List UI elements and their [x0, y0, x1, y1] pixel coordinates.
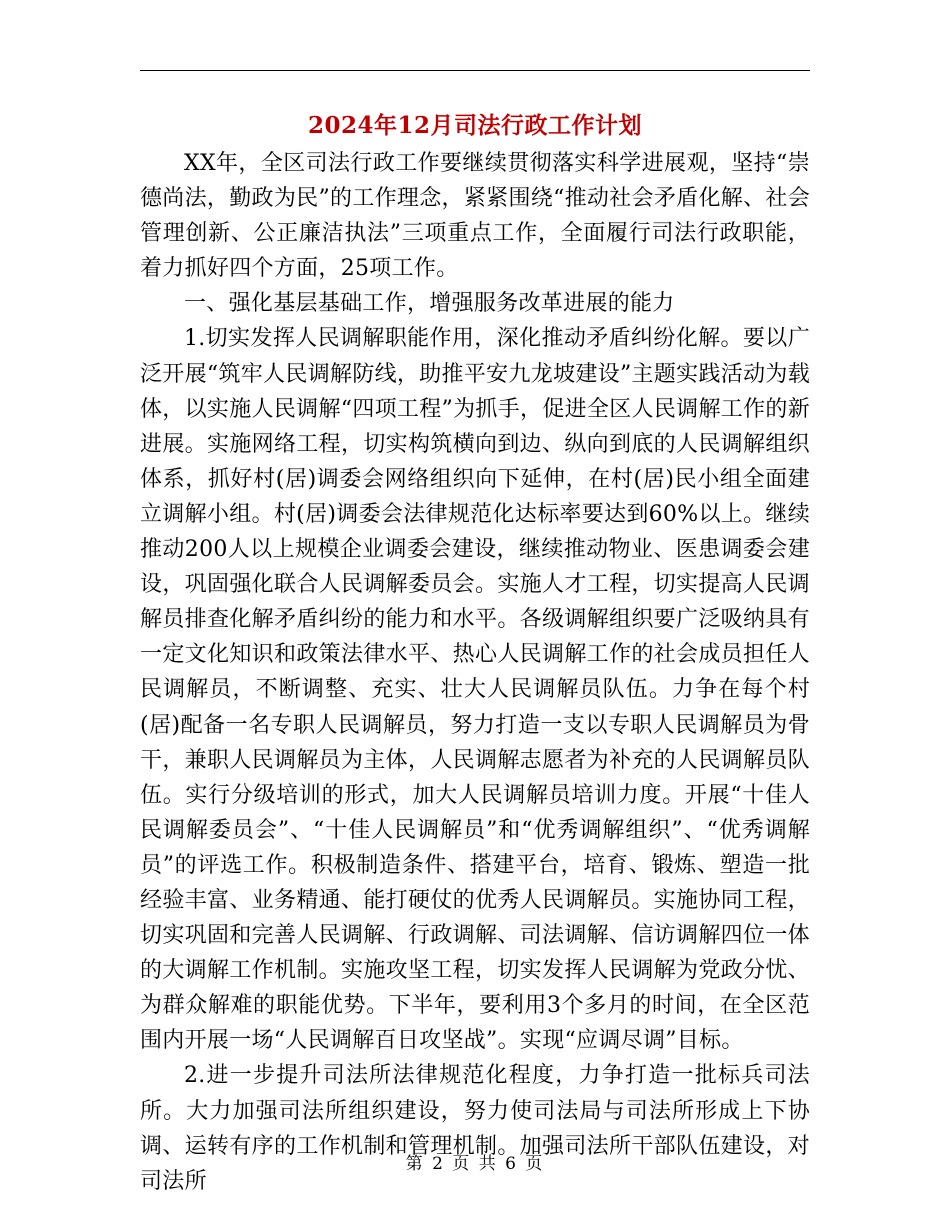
- page-number-footer: 第 2 页 共 6 页: [405, 1154, 545, 1174]
- header-rule: [140, 70, 810, 71]
- document-body: [140, 146, 810, 1199]
- item-1-paragraph: 1.切实发挥人民调解职能作用，深化推动矛盾纠纷化解。要以广泛开展“筑牢人民调解防线，助推平安九龙坡建设”主题实践活动为载体，以实施人民调解“四项工程”为抓手，促进全区人民调解工作的新进展。实施网络工程，切实构筑横向到边、纵向到底的人民调解组织体系，抓好村(居)调委会网络组织向下延伸，在村(居)民小组全面建立调解小组。村(居)调委会法律规范化达标率要达到60%以上。继续推动200人以上规模企业调委会建设，继续推动物业、医患调委会建设，巩固强化联合人民调解委员会。实施人才工程，切实提高人民调解员排查化解矛盾纠纷的能力和水平。各级调解组织要广泛吸纳具有一定文化知识和政策法律水平、热心人民调解工作的社会成员担任人民调解员，不断调整、充实、壮大人民调解员队伍。力争在每个村(居)配备一名专职人民调解员，努力打造一支以专职人民调解员为骨干，兼职人民调解员为主体，人民调解志愿者为补充的人民调解员队伍。实行分级培训的形式，加大人民调解员培训力度。开展“十佳人民调解委员会”、“十佳人民调解员”和“优秀调解组织”、“优秀调解员”的评选工作。积极制造条件、搭建平台，培育、锻炼、塑造一批经验丰富、业务精通、能打硬仗的优秀人民调解员。实施协同工程，切实巩固和完善人民调解、行政调解、司法调解、信访调解四位一体的大调解工作机制。实施攻坚工程，切实发挥人民调解为党政分忧、为群众解难的职能优势。下半年，要利用3个多月的时间，在全区范围内开展一场“人民调解百日攻坚战”。实现“应调尽调”目标。: [140, 326, 810, 1054]
- item-2-paragraph: 2.进一步提升司法所法律规范化程度，力争打造一批标兵司法所。大力加强司法所组织建设，努力使司法局与司法所形成上下协调、运转有序的工作机制和管理机制。加强司法所干部队伍建设，对司法所: [140, 1063, 810, 1194]
- document-title: 2024年12月司法行政工作计划: [307, 112, 643, 139]
- section-heading: 一、强化基层基础工作，增强服务改革进展的能力: [184, 291, 675, 317]
- intro-paragraph: XX年，全区司法行政工作要继续贯彻落实科学进展观，坚持“崇德尚法，勤政为民”的工作理念，紧紧围绕“推动社会矛盾化解、社会管理创新、公正廉洁执法”三项重点工作，全面履行司法行政职能，着力抓好四个方面，25项工作。: [140, 151, 810, 282]
